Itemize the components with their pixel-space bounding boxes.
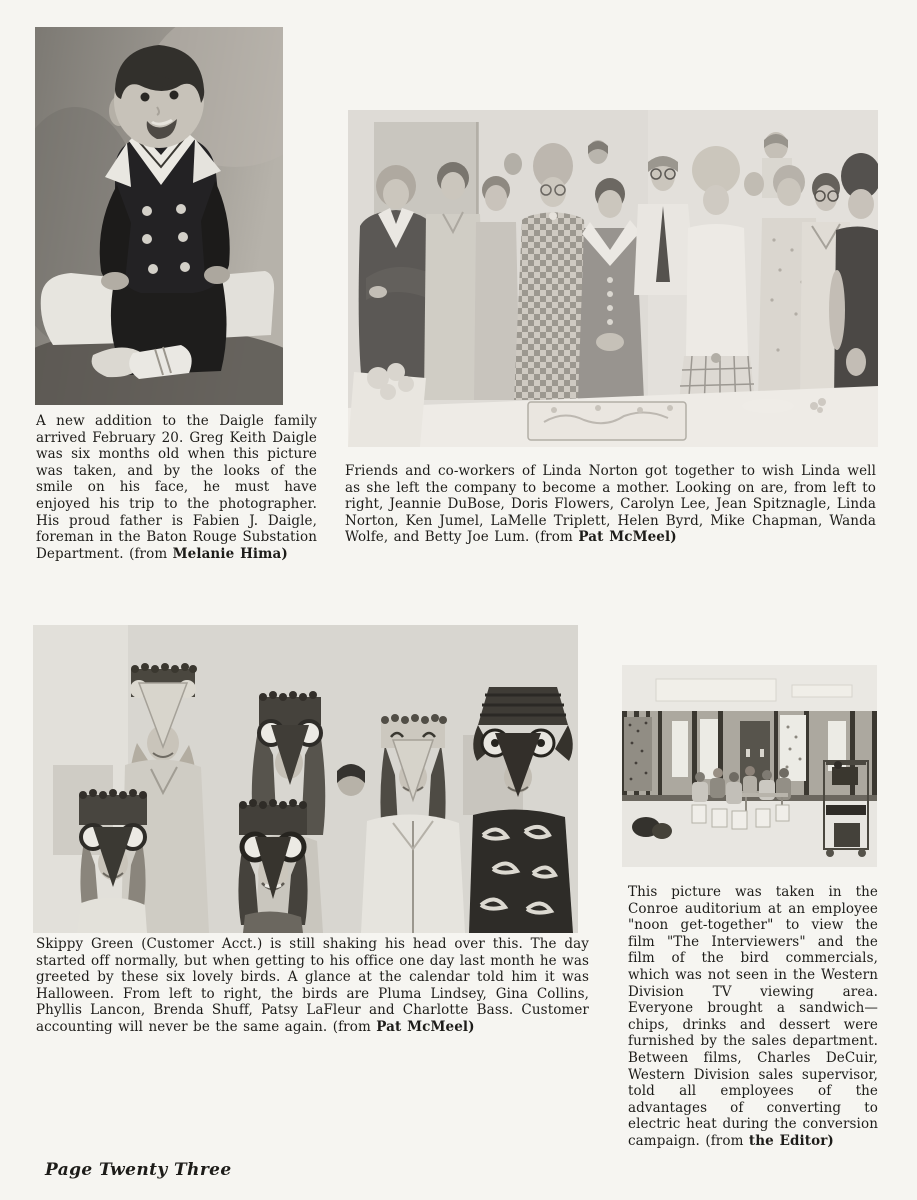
caption-daigle-text: A new addition to the Daigle family arrived February 20. Greg Keith Daigle was six months old when this picture was taken, and by the looks of the smile on his face, he must have enjoyed his trip to the photographer. His proud father is Fabien J. Daigle, foreman in the Baton Rouge Substation Department. (from [36,413,317,562]
caption-auditorium [628,884,878,1150]
caption-party [345,463,876,546]
baby-portrait-photo [35,27,283,405]
bird-masks-photo [33,625,578,933]
page-number: Page Twenty Three [45,1160,232,1180]
caption-party-text: Friends and co-workers of Linda Norton got together to wish Linda well as she left the company to become a mother. Looking on are, from left to right, Jeannie DuBose, Doris Flowers, Carolyn Lee, Jean Spitznagle, Linda Norton, Ken Jumel, LaMelle Triplett, Helen Byrd, Mike Chapman, Wanda Wolfe, and Betty Joe Lum. (from [345,463,876,546]
bird-masks-illustration [33,625,578,933]
caption-birds [36,936,589,1036]
caption-birds-credit: Pat McMeel) [376,1018,475,1035]
caption-daigle [36,413,317,562]
caption-party-credit: Pat McMeel) [578,529,677,546]
caption-auditorium-text: This picture was taken in the Conroe auditorium at an employee "noon get-together" to view the film "The Interviewers" and the film of the bird commercials, which was not seen in the Western Division TV viewing area. Everyone brought a sandwich—chips, drinks and dessert were furnished by the sales department. Between films, Charles DeCuir, Western Division sales supervisor, told all employees of the advantages of converting to electric heat during the conversion campaign. (from [628,884,878,1149]
farewell-party-illustration [348,110,878,447]
auditorium-photo [622,665,877,867]
caption-birds-text: Skippy Green (Customer Acct.) is still shaking his head over this. The day started off normally, but when getting to his office one day last month he was greeted by these six lovely birds. A glance at the calendar told him it was Halloween. From left to right, the birds are Pluma Lindsey, Gina Collins, Phyllis Lancon, Brenda Shuff, Patsy LaFleur and Charlotte Bass. Customer accounting will never be the same again. (from [36,936,589,1035]
bulletin-board [624,717,652,791]
farewell-party-photo [348,110,878,447]
caption-auditorium-credit: the Editor) [748,1132,834,1149]
caption-daigle-credit: Melanie Hima) [172,545,288,562]
baby-portrait-illustration [35,27,283,405]
auditorium-illustration [622,665,877,867]
